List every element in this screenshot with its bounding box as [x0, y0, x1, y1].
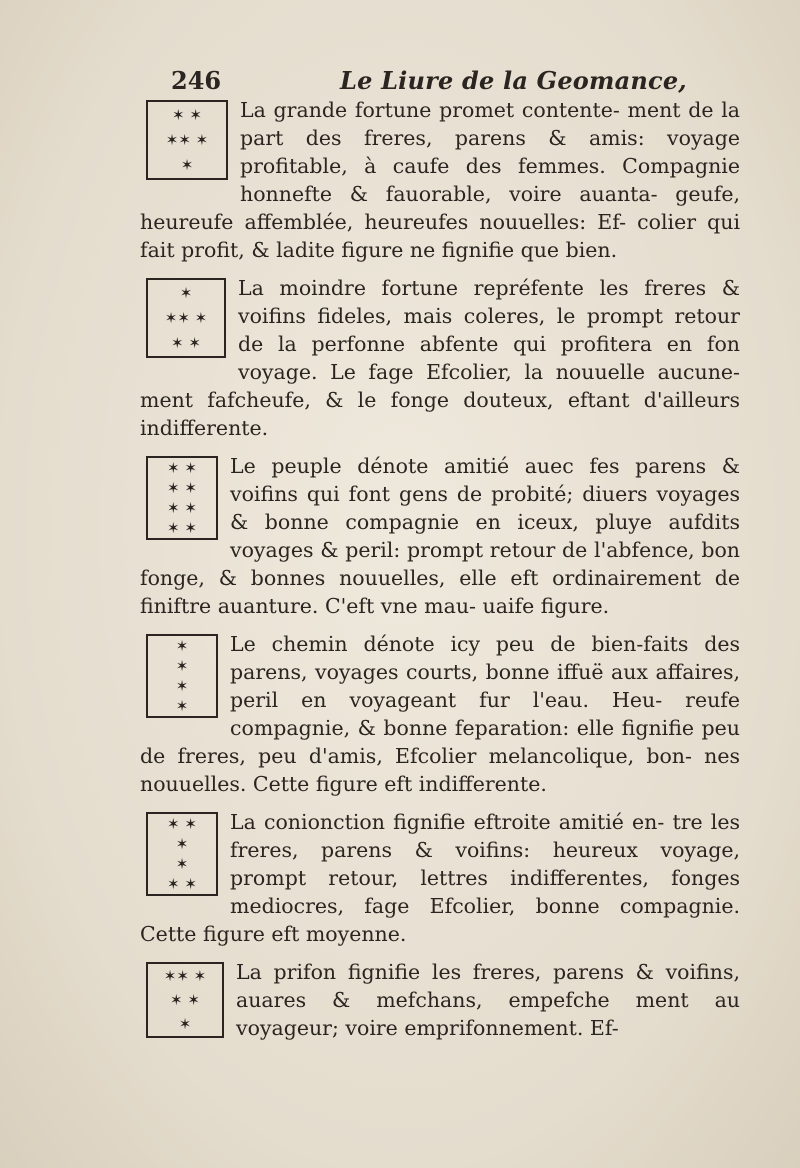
- figure-description: Le peuple dénote amitié auec fes parens & voifins qui font gens de probité; diuers voyages & bonne compagnie en iceux, pluye aufdits voyages & peril: prompt retour de l'abfence, bon fonge, & bonnes nouuelles, elle eft ordinairement de finiftre auanture. C'eft vne mau- uaife figure.: [140, 454, 740, 618]
- figure-entry-grande-fortune: [140, 96, 740, 264]
- figure-row: ✶ ✶: [170, 991, 200, 1009]
- figure-entry-peuple: [140, 452, 740, 620]
- figure-entry-prison: [140, 958, 740, 1042]
- figure-description: La grande fortune promet contente- ment de la part des freres, parens & amis: voyage profitable, à caufe des femmes. Compagnie honnefte & fauorable, voire auanta- geufe, heureufe affemblée, heureufes nouuelles: Ef- colier qui fait profit, & ladite figure ne fignifie que bien.: [140, 98, 740, 262]
- figure-entry-chemin: [140, 630, 740, 798]
- figure-entry-conionction: [140, 808, 740, 948]
- figure-row: ✶ ✶: [172, 105, 202, 124]
- figure-row: ✶✶ ✶: [165, 130, 209, 149]
- figure-description: Le chemin dénote icy peu de bien-faits des parens, voyages courts, bonne iffuë aux affaires, peril en voyageant fur l'eau. Heu- reufe compagnie, & bonne feparation: elle fignifie peu de freres, peu d'amis, Efcolier melancolique, bon- nes nouuelles. Cette figure eft indifferente.: [140, 632, 740, 796]
- figure-row: ✶ ✶: [167, 459, 197, 477]
- figure-row: ✶✶ ✶: [163, 967, 207, 985]
- figure-row: ✶: [175, 657, 189, 675]
- geomancy-figure-icon: [146, 634, 218, 718]
- geomancy-figure-icon: [146, 962, 224, 1038]
- figure-row: ✶ ✶: [171, 334, 201, 353]
- figure-entry-moindre-fortune: [140, 274, 740, 442]
- geomancy-figure-icon: [146, 278, 226, 358]
- figure-row: ✶: [175, 677, 189, 695]
- figure-row: ✶: [175, 855, 189, 873]
- geomancy-figure-icon: [146, 456, 218, 540]
- geomancy-figure-icon: [146, 812, 218, 896]
- figure-description: La conionction fignifie eftroite amitié en- tre les freres, parens & voifins: heureux voyage, prompt retour, lettres indifferentes, fonges mediocres, fage Efcolier, bonne compagnie. Cette figure eft moyenne.: [140, 810, 740, 946]
- geomancy-figure-icon: [146, 100, 228, 180]
- figure-description: La moindre fortune repréfente les freres & voifins fideles, mais coleres, le prompt retour de la perfonne abfente qui profitera en fon voyage. Le fage Efcolier, la nouuelle aucune- ment fafcheufe, & le fonge douteux, eftant d'ailleurs indifferente.: [140, 276, 740, 440]
- figure-row: ✶ ✶: [167, 479, 197, 497]
- figure-row: ✶: [180, 156, 194, 175]
- figure-row: ✶: [179, 283, 193, 302]
- figure-row: ✶: [175, 697, 189, 715]
- figure-row: ✶ ✶: [167, 499, 197, 517]
- figure-row: ✶ ✶: [167, 519, 197, 537]
- figure-row: ✶: [178, 1015, 192, 1033]
- figure-row: ✶✶ ✶: [164, 308, 208, 327]
- figure-row: ✶ ✶: [167, 875, 197, 893]
- figure-row: ✶: [175, 637, 189, 655]
- page-number: 246: [171, 66, 222, 95]
- page-body: [140, 96, 740, 1042]
- figure-row: ✶: [175, 835, 189, 853]
- figure-description: La prifon fignifie les freres, parens & voifins, auares & mefchans, empefche ment au voyageur; voire emprifonnement. Ef-: [236, 960, 740, 1040]
- running-title: Le Liure de la Geomance,: [340, 66, 687, 95]
- figure-row: ✶ ✶: [167, 815, 197, 833]
